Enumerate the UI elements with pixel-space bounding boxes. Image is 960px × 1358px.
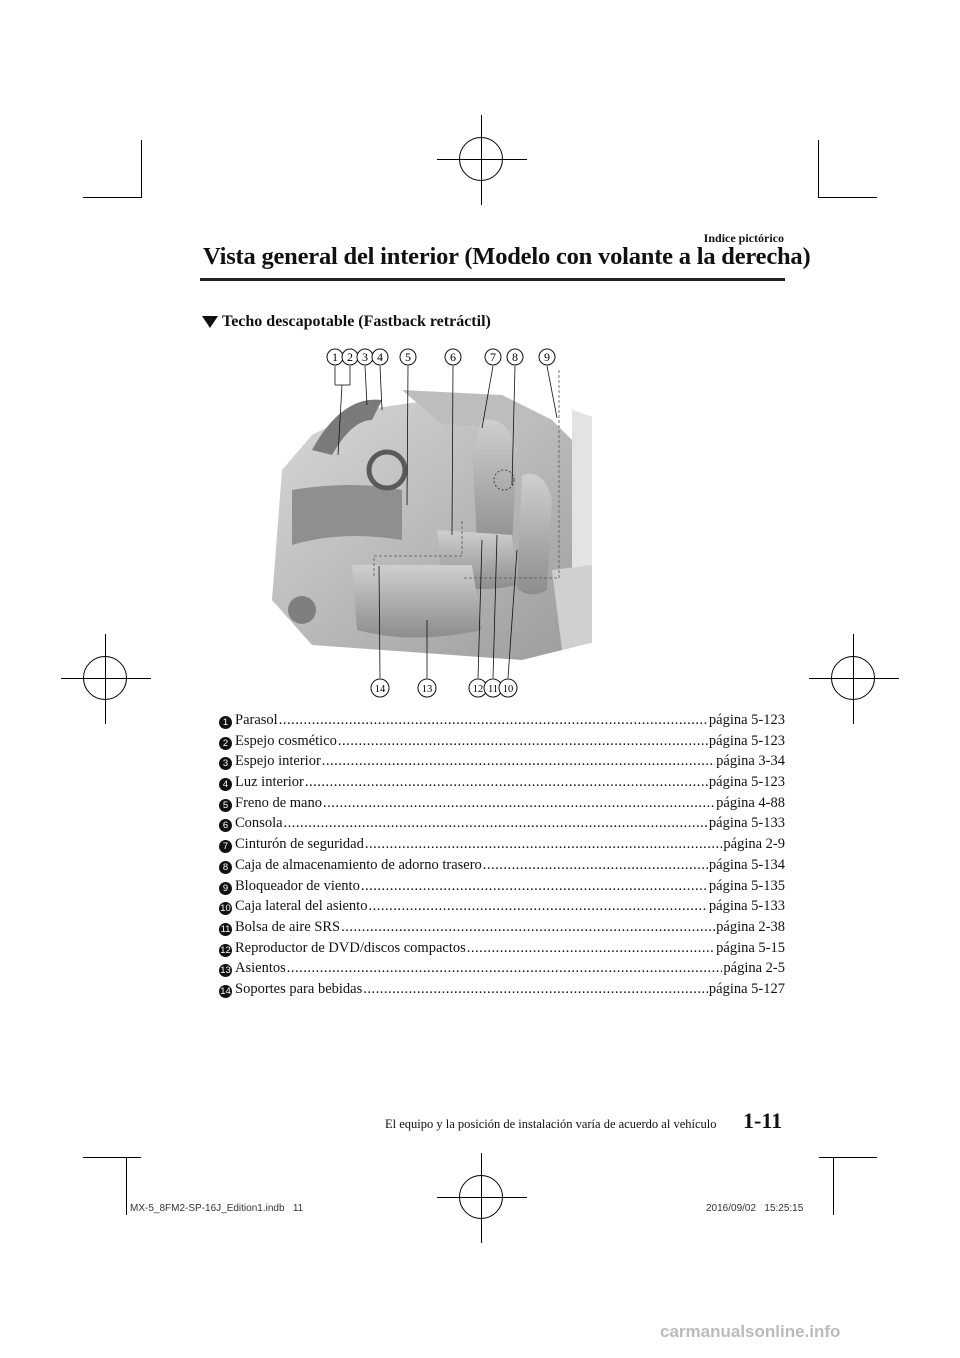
item-label: Asientos: [235, 960, 286, 977]
watermark: carmanualsonline.info: [660, 1322, 841, 1341]
crop-mark: [819, 197, 877, 198]
page-reference[interactable]: página 3-34: [716, 753, 785, 770]
callout-number-icon: 4: [219, 778, 232, 791]
page-reference[interactable]: página 5-133: [708, 815, 785, 832]
callout-number-icon: 11: [220, 923, 231, 935]
list-item: [219, 815, 785, 836]
callout-10-icon: [499, 679, 517, 697]
item-label: Luz interior: [235, 774, 304, 791]
item-label: Espejo interior: [235, 753, 321, 770]
list-item: [219, 898, 785, 919]
callout-number-icon: 7: [219, 840, 232, 853]
svg-text:6: 6: [450, 350, 456, 364]
crop-mark: [819, 1157, 877, 1158]
triangle-down-icon: [202, 316, 218, 328]
list-item: [219, 795, 785, 816]
callout-6-icon: [445, 349, 461, 365]
interior-drawing: [272, 340, 592, 710]
leader-dots: [305, 774, 708, 791]
callout-13-icon: [418, 679, 436, 697]
list-item: [219, 960, 785, 981]
svg-text:2: 2: [347, 350, 353, 364]
svg-text:7: 7: [490, 350, 496, 364]
page-reference[interactable]: página 2-38: [716, 918, 785, 935]
svg-text:11: 11: [487, 684, 499, 695]
file-info: MX-5_8FM2-SP-16J_Edition1.indb 11: [130, 1203, 304, 1214]
footer-note: El equipo y la posición de instalación varía de acuerdo al vehículo: [385, 1117, 717, 1131]
section-label: Indice pictórico: [703, 231, 784, 245]
component-list: [219, 712, 785, 1002]
page-reference[interactable]: página 5-135: [708, 877, 785, 894]
leader-dots: [363, 981, 708, 998]
item-label: Parasol: [235, 712, 278, 728]
leader-dots: [365, 836, 723, 853]
svg-text:5: 5: [405, 350, 411, 364]
item-label: Freno de mano: [235, 794, 322, 811]
callout-8-icon: [507, 349, 523, 365]
page-reference[interactable]: página 2-5: [723, 960, 785, 977]
callout-number-icon: 6: [219, 819, 232, 832]
page-reference[interactable]: página 5-123: [708, 774, 785, 791]
leader-dots: [341, 919, 715, 936]
leader-dots: [338, 733, 708, 750]
list-item: [219, 981, 785, 1002]
callout-14-icon: [371, 679, 389, 697]
callout-number-icon: 3: [219, 757, 232, 770]
list-item: [219, 733, 785, 754]
item-label: Cinturón de seguridad: [235, 836, 364, 853]
header-divider: [200, 278, 785, 281]
item-label: Bolsa de aire SRS: [235, 918, 341, 935]
page-reference[interactable]: página 5-123: [708, 732, 785, 749]
leader-dots: [467, 940, 715, 957]
svg-text:1: 1: [332, 350, 338, 364]
item-label: Caja lateral del asiento: [235, 898, 368, 915]
item-label: Reproductor de DVD/discos compactos: [235, 939, 466, 956]
svg-text:10: 10: [502, 684, 514, 695]
callout-2-icon: [342, 349, 358, 365]
callout-3-icon: [357, 349, 373, 365]
item-label: Espejo cosmético: [235, 732, 337, 749]
crop-mark: [83, 197, 141, 198]
list-item: [219, 940, 785, 961]
callout-4-icon: [372, 349, 388, 365]
page-reference[interactable]: página 5-127: [708, 980, 785, 997]
callout-number-icon: 12: [220, 944, 231, 956]
callout-number-icon: 9: [219, 882, 232, 895]
registration-mark: [437, 115, 527, 205]
section-heading-text: Techo descapotable (Fastback retráctil): [222, 313, 491, 330]
leader-dots: [323, 795, 715, 812]
callout-number-icon: 1: [219, 716, 232, 729]
file-date: 2016/09/02 15:25:15: [706, 1203, 804, 1214]
crop-mark: [83, 1157, 141, 1158]
callout-number-icon: 10: [220, 903, 231, 915]
leader-dots: [361, 878, 708, 895]
page-number: 1-11: [743, 1108, 783, 1133]
page-title: Vista general del interior (Modelo con volante a la derecha): [203, 243, 811, 270]
svg-text:8: 8: [512, 350, 518, 364]
crop-mark: [818, 140, 819, 198]
callout-number-icon: 8: [219, 861, 232, 874]
crop-mark: [126, 1157, 127, 1215]
list-item: [219, 753, 785, 774]
leader-dots: [287, 960, 723, 977]
page-reference[interactable]: página 4-88: [716, 794, 785, 811]
page-reference[interactable]: página 5-133: [708, 898, 785, 915]
item-label: Caja de almacenamiento de adorno trasero: [235, 856, 482, 873]
item-label: Soportes para bebidas: [235, 980, 363, 997]
svg-text:14: 14: [374, 684, 386, 695]
page-reference[interactable]: página 2-9: [723, 836, 785, 853]
callout-number-icon: 2: [219, 737, 232, 750]
leader-dots: [322, 753, 715, 770]
registration-mark: [61, 634, 151, 724]
list-item: [219, 878, 785, 899]
page-reference[interactable]: página 5-123: [708, 712, 785, 728]
callout-5-icon: [400, 349, 416, 365]
item-label: Consola: [235, 815, 283, 832]
crop-mark: [141, 140, 142, 198]
item-label: Bloqueador de viento: [235, 877, 360, 894]
callout-number-icon: 5: [219, 799, 232, 812]
list-item: [219, 857, 785, 878]
leader-dots: [279, 712, 708, 729]
registration-mark: [437, 1153, 527, 1243]
leader-dots: [284, 815, 708, 832]
list-item: [219, 774, 785, 795]
registration-mark: [809, 634, 899, 724]
list-item: [219, 919, 785, 940]
crop-mark: [833, 1157, 834, 1215]
list-item: [219, 836, 785, 857]
svg-text:4: 4: [377, 350, 383, 364]
callout-1-icon: [327, 349, 343, 365]
page-reference[interactable]: página 5-134: [708, 856, 785, 873]
list-item: [219, 712, 785, 733]
svg-text:12: 12: [472, 684, 484, 695]
callout-7-icon: [485, 349, 501, 365]
callout-9-icon: [539, 349, 555, 365]
section-heading: [202, 313, 491, 331]
interior-illustration: [272, 340, 592, 710]
callout-number-icon: 14: [220, 985, 231, 997]
svg-text:3: 3: [362, 350, 368, 364]
svg-text:9: 9: [544, 350, 550, 364]
callout-number-icon: 13: [220, 965, 231, 977]
leader-dots: [483, 857, 708, 874]
svg-text:13: 13: [421, 684, 433, 695]
leader-dots: [368, 898, 707, 915]
page-reference[interactable]: página 5-15: [716, 939, 785, 956]
